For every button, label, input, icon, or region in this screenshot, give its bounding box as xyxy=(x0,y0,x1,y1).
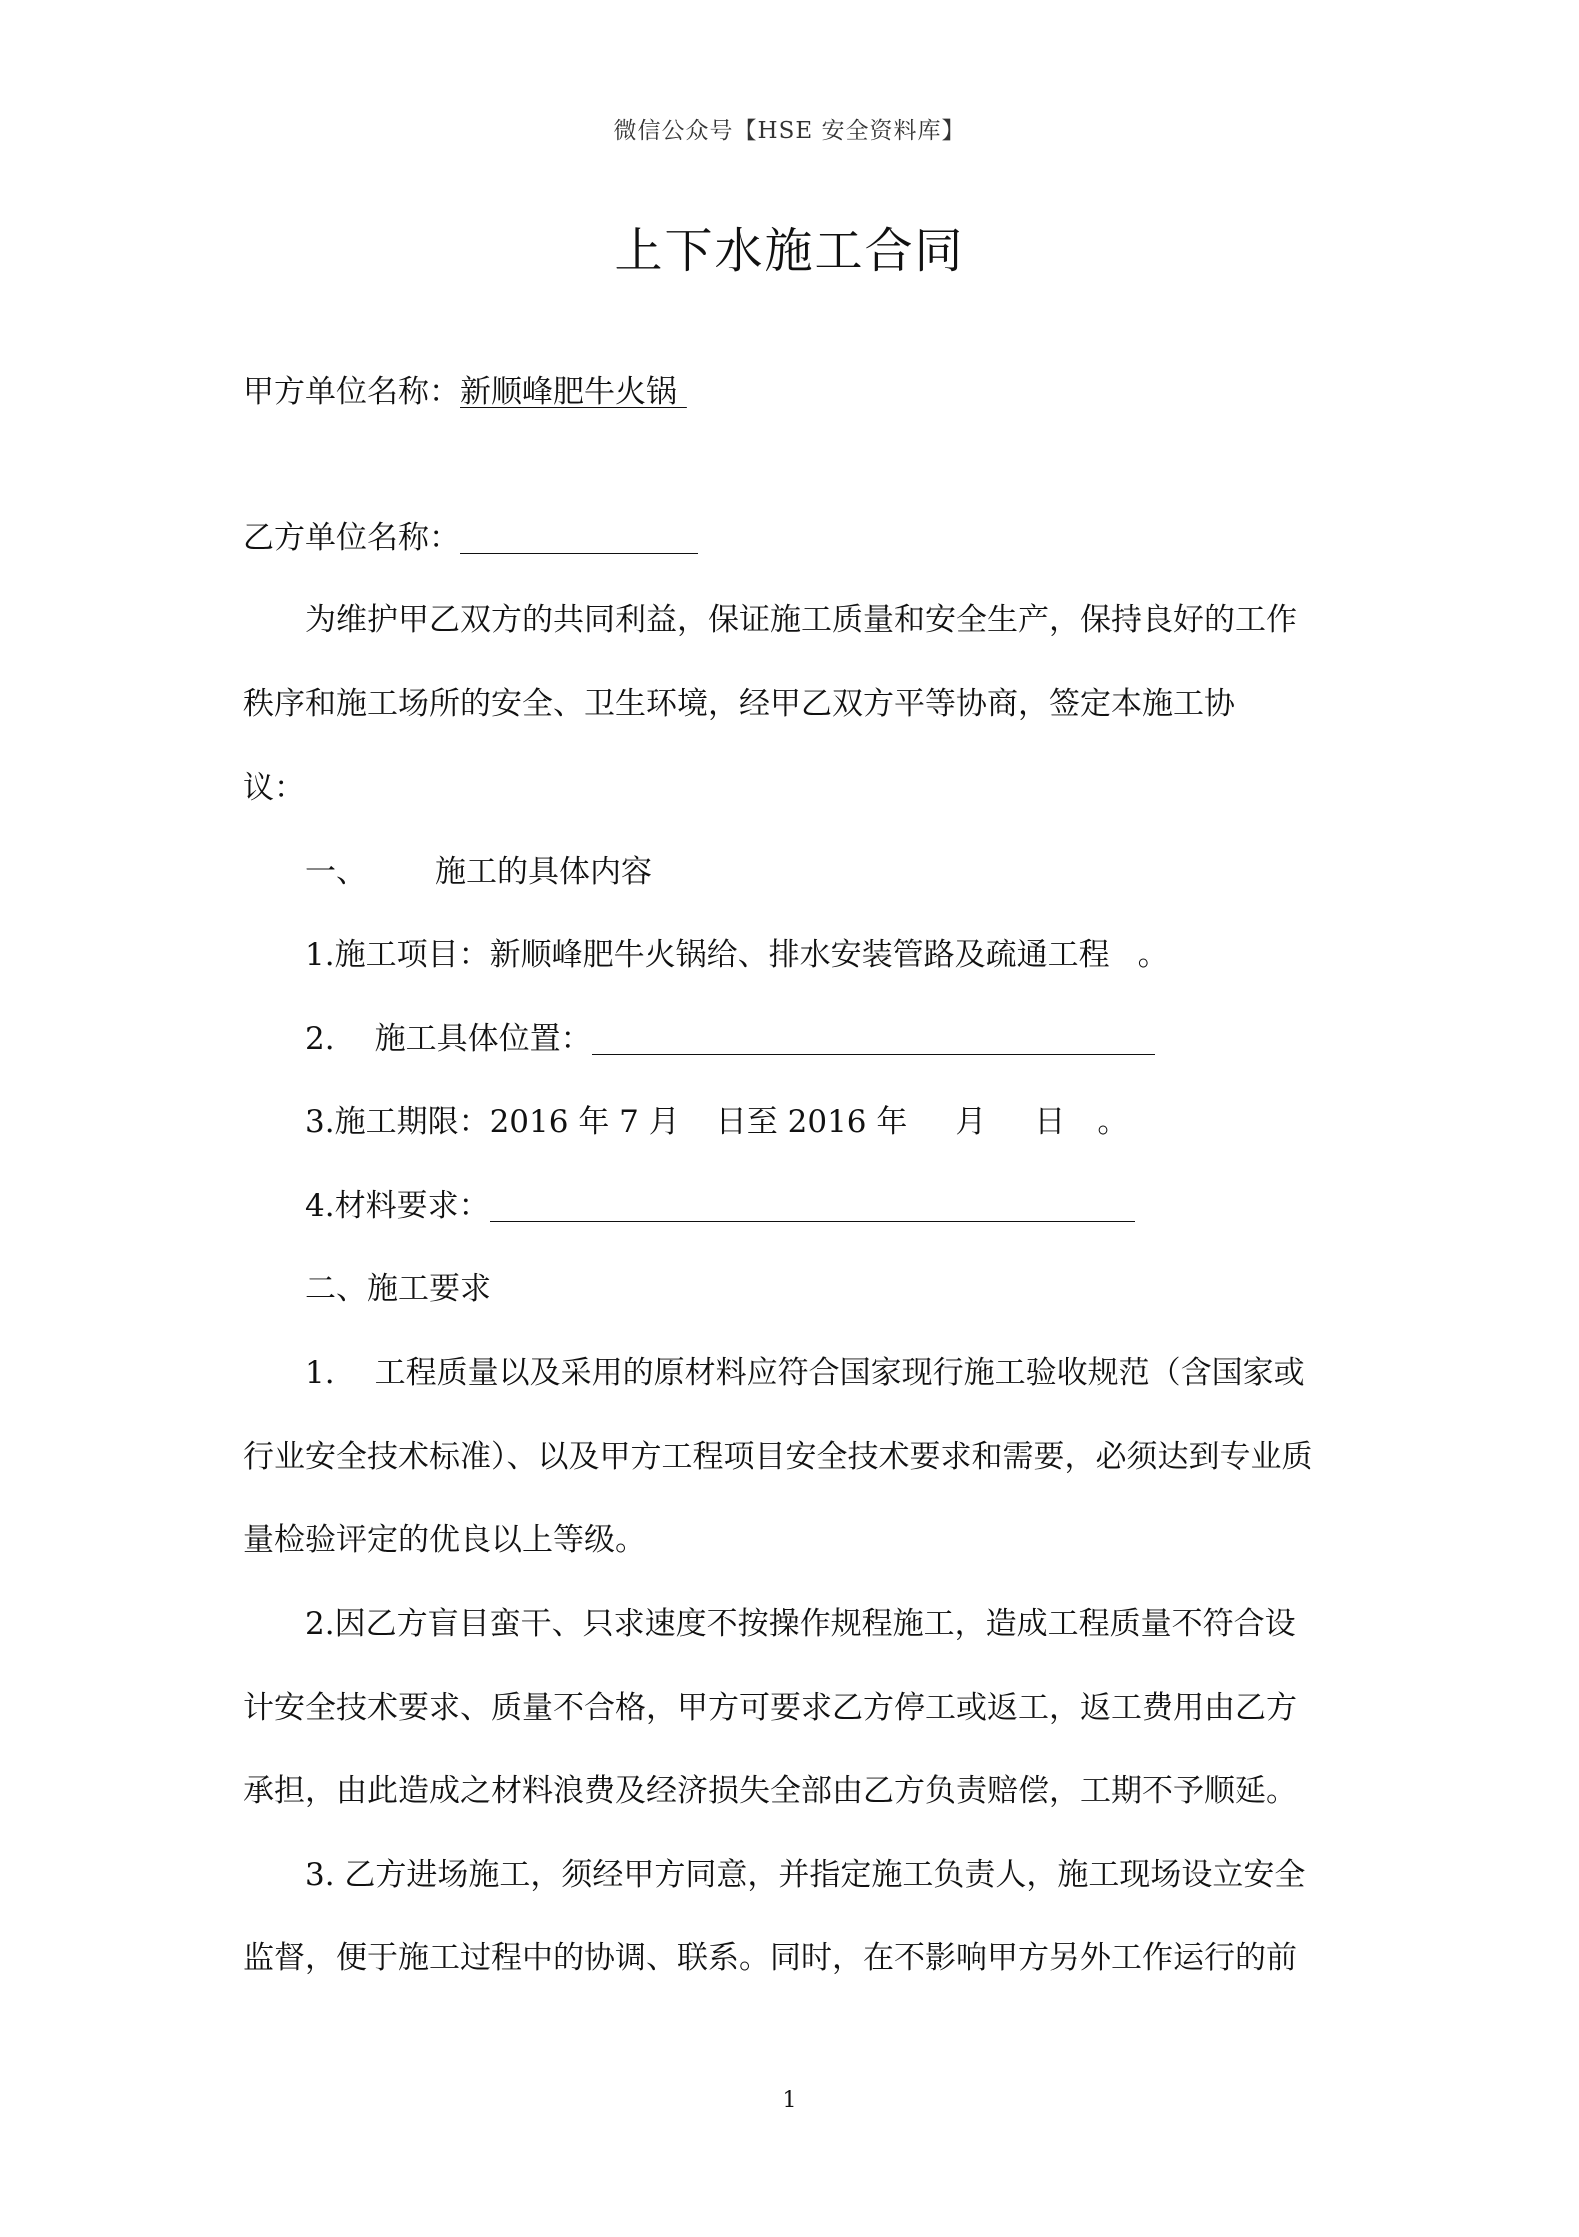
item-1-line xyxy=(305,935,1405,975)
item-3-month: 月 xyxy=(955,1104,987,1140)
item-3-day2: 日 xyxy=(1034,1104,1066,1140)
req-3-line-2: 监督，便于施工过程中的协调、联系。同时，在不影响甲方另外工作运行的前 xyxy=(243,1940,1297,1976)
party-a-value: 新顺峰肥牛火锅 xyxy=(460,374,677,410)
item-4-blank xyxy=(490,1189,1135,1222)
party-a-label: 甲方单位名称： xyxy=(243,374,460,410)
item-3-end: 。 xyxy=(1097,1104,1129,1140)
item-1-end: 。 xyxy=(1137,937,1169,973)
req-2-line-3: 承担，由此造成之材料浪费及经济损失全部由乙方负责赔偿，工期不予顺延。 xyxy=(243,1773,1297,1809)
req-1-line-1 xyxy=(305,1353,1405,1393)
section-1-title: 施工的具体内容 xyxy=(435,854,652,890)
item-2-blank xyxy=(592,1022,1155,1055)
item-1-label: 1.施工项目： xyxy=(305,937,490,973)
page-header: 微信公众号【HSE 安全资料库】 xyxy=(613,118,966,144)
req-1-line-2: 行业安全技术标准）、以及甲方工程项目安全技术要求和需要，必须达到专业质 xyxy=(243,1439,1313,1475)
intro-line-2: 秩序和施工场所的安全、卫生环境，经甲乙双方平等协商，签定本施工协 xyxy=(243,686,1235,722)
section-1-number: 一、 xyxy=(305,854,367,890)
party-b-line xyxy=(243,518,1343,558)
item-2-number: 2. xyxy=(305,1021,335,1057)
item-3-day1: 日至 2016 年 xyxy=(715,1104,908,1140)
req-1-text: 工程质量以及采用的原材料应符合国家现行施工验收规范（含国家或 xyxy=(374,1355,1305,1391)
document-title: 上下水施工合同 xyxy=(614,223,965,279)
req-1-line-3: 量检验评定的优良以上等级。 xyxy=(243,1522,646,1558)
item-2-line xyxy=(305,1019,1405,1059)
section-1-heading xyxy=(305,852,1405,892)
req-2-line-2: 计安全技术要求、质量不合格，甲方可要求乙方停工或返工，返工费用由乙方 xyxy=(243,1690,1297,1726)
intro-line-3: 议： xyxy=(243,770,305,806)
page-number: 1 xyxy=(782,2088,797,2113)
req-1-number: 1. xyxy=(305,1355,335,1391)
req-2-line-1: 2.因乙方盲目蛮干、只求速度不按操作规程施工，造成工程质量不符合设 xyxy=(305,1606,1296,1642)
item-4-line xyxy=(305,1186,1405,1226)
item-4-label: 4.材料要求： xyxy=(305,1188,490,1224)
party-b-label: 乙方单位名称： xyxy=(243,520,460,556)
party-b-blank xyxy=(460,521,698,554)
item-2-label: 施工具体位置： xyxy=(374,1021,592,1057)
item-1-value: 新顺峰肥牛火锅给、排水安装管路及疏通工程 xyxy=(489,937,1110,973)
intro-line-1: 为维护甲乙双方的共同利益，保证施工质量和安全生产，保持良好的工作 xyxy=(305,602,1297,638)
req-3-line-1: 3. 乙方进场施工，须经甲方同意，并指定施工负责人，施工现场设立安全 xyxy=(305,1857,1306,1893)
item-3-start: 2016 年 7 月 xyxy=(489,1104,680,1140)
item-3-line xyxy=(305,1102,1405,1142)
item-3-label: 3.施工期限： xyxy=(305,1104,490,1140)
section-2-heading: 二、施工要求 xyxy=(305,1271,491,1307)
party-a-line xyxy=(243,372,1343,412)
